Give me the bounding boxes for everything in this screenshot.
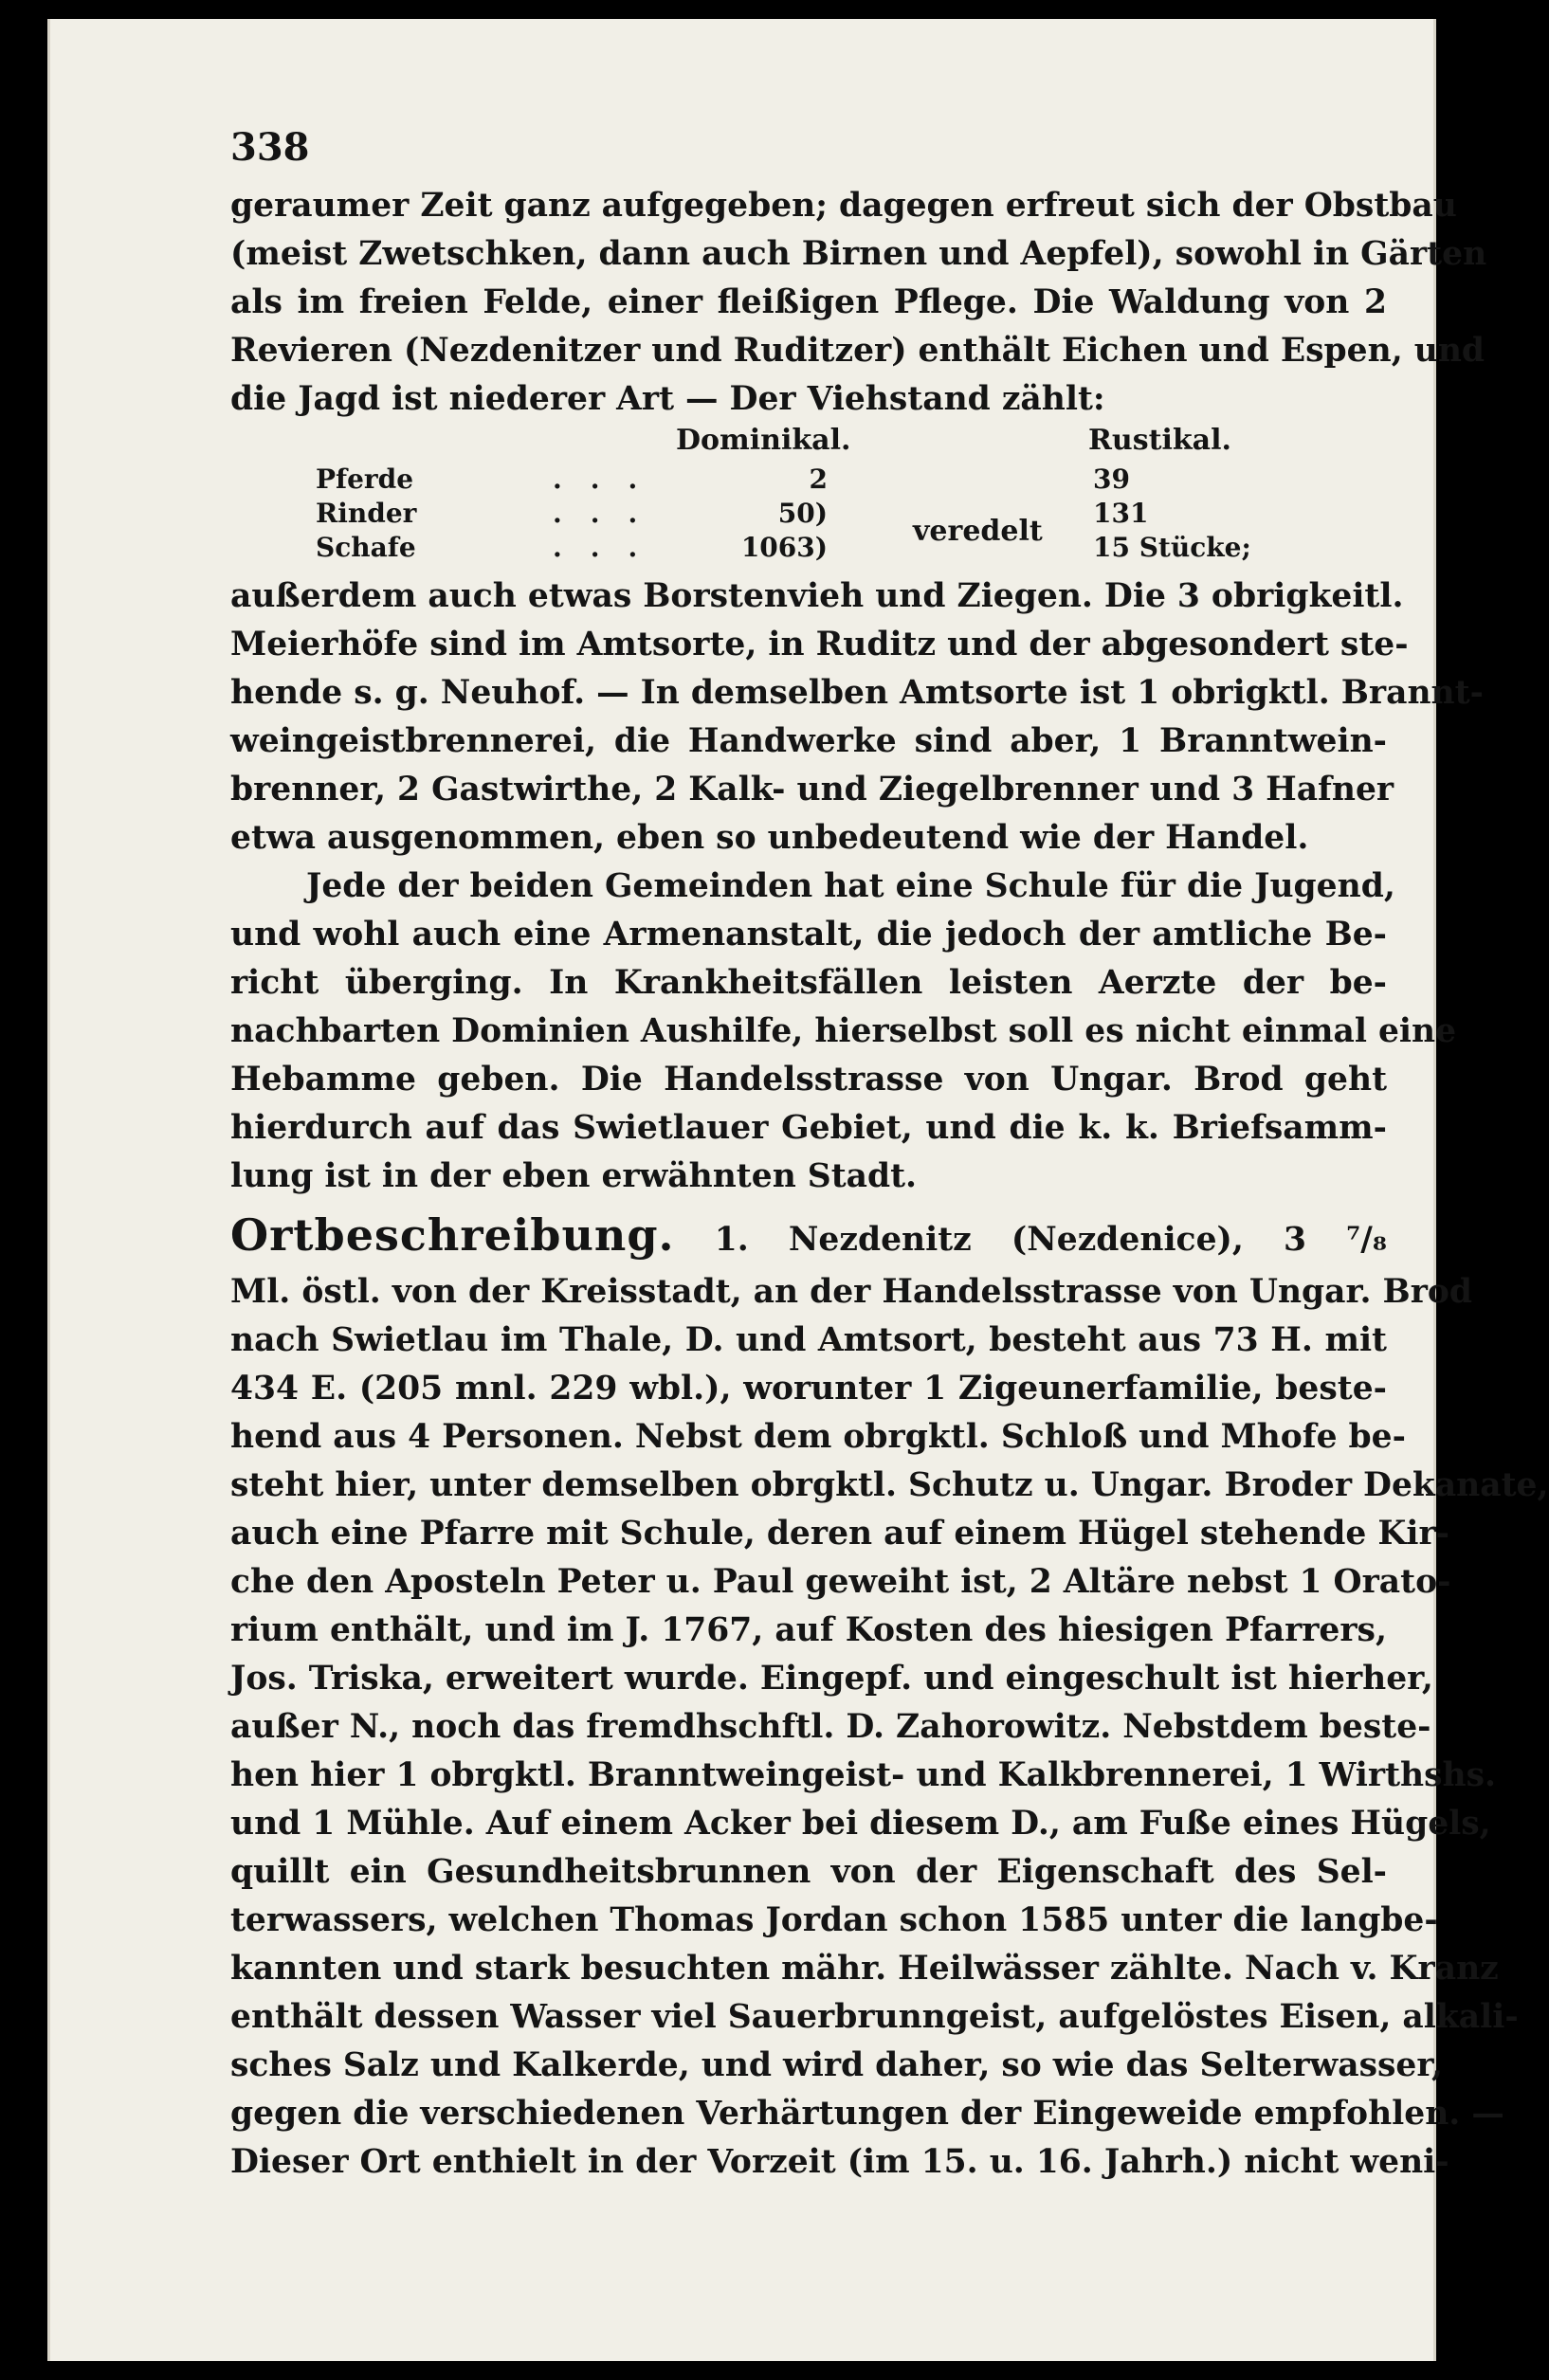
row-rustikal: 15 Stücke; (1093, 532, 1251, 563)
text-line: Dieser Ort enthielt in der Vorzeit (im 15. u. 16. Jahrh.) nicht weni- (230, 2143, 1449, 2181)
text-line: geraumer Zeit ganz aufgegeben; dagegen erfreut sich der Obstbau (230, 187, 1457, 225)
table-row: Schafe ... 1063) 15 Stücke; (316, 532, 1251, 563)
text-line: Hebamme geben. Die Handelsstrasse von Ungar. Brod geht (230, 1061, 1387, 1099)
text-line: rium enthält, und im J. 1767, auf Kosten des hiesigen Pfarrers, (230, 1611, 1387, 1649)
text-line: terwassers, welchen Thomas Jordan schon 1585 unter die langbe- (230, 1901, 1438, 1939)
text-line: kannten und stark besuchten mähr. Heilwässer zählte. Nach v. Kranz (230, 1950, 1499, 1988)
text-line: weingeistbrennerei, die Handwerke sind aber, 1 Branntwein- (230, 722, 1387, 760)
text-line: hierdurch auf das Swietlauer Gebiet, und die k. k. Briefsamm- (230, 1109, 1387, 1147)
text-line: die Jagd ist niederer Art — Der Viehstand zählt: (230, 380, 1105, 418)
table-row: Rinder ... 50) 131 (316, 498, 1149, 529)
veredelt-label: veredelt (913, 515, 1043, 548)
text-line: außerdem auch etwas Borstenvieh und Ziegen. Die 3 obrigkeitl. (230, 577, 1404, 615)
livestock-table (230, 424, 1387, 563)
text-line: etwa ausgenommen, eben so unbedeutend wie der Handel. (230, 819, 1309, 857)
row-label: Pferde (316, 463, 414, 495)
row-dominikal: 2 (809, 463, 828, 495)
text-line: außer N., noch das fremdhschftl. D. Zahorowitz. Nebstdem beste- (230, 1708, 1431, 1746)
text-line: nachbarten Dominien Aushilfe, hierselbst soll es nicht einmal eine (230, 1012, 1457, 1050)
text-line: brenner, 2 Gastwirthe, 2 Kalk- und Ziegelbrenner und 3 Hafner (230, 771, 1394, 808)
text-line: Revieren (Nezdenitzer und Ruditzer) enthält Eichen und Espen, und (230, 332, 1485, 370)
text-line: als im freien Felde, einer fleißigen Pflege. Die Waldung von 2 (230, 283, 1387, 321)
text-line: che den Aposteln Peter u. Paul geweiht ist, 2 Altäre nebst 1 Orato- (230, 1563, 1451, 1601)
book-page (47, 19, 1549, 2361)
row-label: Rinder (316, 498, 417, 529)
row-rustikal: 131 (1093, 498, 1149, 529)
text-line: (meist Zwetschken, dann auch Birnen und Aepfel), sowohl in Gärten (230, 235, 1487, 273)
text-line: und wohl auch eine Armenanstalt, die jedoch der amtliche Be- (230, 916, 1387, 954)
text-line: hende s. g. Neuhof. — In demselben Amtsorte ist 1 obrigktl. Brannt- (230, 674, 1484, 712)
text-line: nach Swietlau im Thale, D. und Amtsort, besteht aus 73 H. mit (230, 1321, 1387, 1359)
heading-line (230, 1207, 1387, 1268)
table-row: Pferde ... 2 39 (316, 463, 1130, 495)
text-line: enthält dessen Wasser viel Sauerbrunngeist, aufgelöstes Eisen, alkali- (230, 1998, 1519, 2036)
text-line: Meierhöfe sind im Amtsorte, in Ruditz und der abgesondert ste- (230, 626, 1409, 663)
text-line: gegen die verschiedenen Verhärtungen der Eingeweide empfohlen. — (230, 2095, 1504, 2133)
text-line: hen hier 1 obrgktl. Branntweingeist- und Kalkbrennerei, 1 Wirthshs. (230, 1756, 1497, 1794)
text-line: auch eine Pfarre mit Schule, deren auf einem Hügel stehende Kir- (230, 1515, 1449, 1553)
paragraph-1 (230, 182, 1487, 424)
text-line: Jede der beiden Gemeinden hat eine Schule für die Jugend, (306, 867, 1395, 905)
row-label: Schafe (316, 532, 416, 563)
row-rustikal: 39 (1093, 463, 1130, 495)
text-line: 434 E. (205 mnl. 229 wbl.), worunter 1 Zigeunerfamilie, beste- (230, 1370, 1387, 1408)
text-line: Jos. Triska, erweitert wurde. Eingepf. und eingeschult ist hierher, (230, 1660, 1433, 1698)
text-line: sches Salz und Kalkerde, und wird daher, so wie das Selterwasser, (230, 2046, 1444, 2084)
paragraph-3 (230, 863, 1457, 1201)
text-line: Ml. östl. von der Kreisstadt, an der Handelsstrasse von Ungar. Brod (230, 1273, 1473, 1311)
text-line: richt überging. In Krankheitsfällen leisten Aerzte der be- (230, 964, 1387, 1002)
text-line: und 1 Mühle. Auf einem Acker bei diesem D., am Fuße eines Hügels, (230, 1805, 1491, 1843)
text-line: lung ist in der eben erwähnten Stadt. (230, 1157, 918, 1195)
page-content (230, 123, 1549, 2187)
row-dominikal: 50) (777, 498, 828, 529)
paragraph-2 (230, 572, 1484, 863)
header-rustikal: Rustikal. (1088, 424, 1231, 457)
text-line: hend aus 4 Personen. Nebst dem obrgktl. Schloß und Mhofe be- (230, 1418, 1406, 1456)
header-dominikal: Dominikal. (676, 424, 851, 457)
heading-continuation: 1. Nezdenitz (Nezdenice), 3 ⁷/₈ (714, 1221, 1387, 1259)
row-dominikal: 1063) (740, 532, 828, 563)
paragraph-4 (230, 1207, 1549, 2187)
section-heading: Ortbeschreibung. (230, 1209, 675, 1261)
page-number: 338 (230, 125, 310, 170)
text-line: steht hier, unter demselben obrgktl. Schutz u. Ungar. Broder Dekanate, (230, 1466, 1549, 1504)
text-line: quillt ein Gesundheitsbrunnen von der Eigenschaft des Sel- (230, 1853, 1387, 1891)
